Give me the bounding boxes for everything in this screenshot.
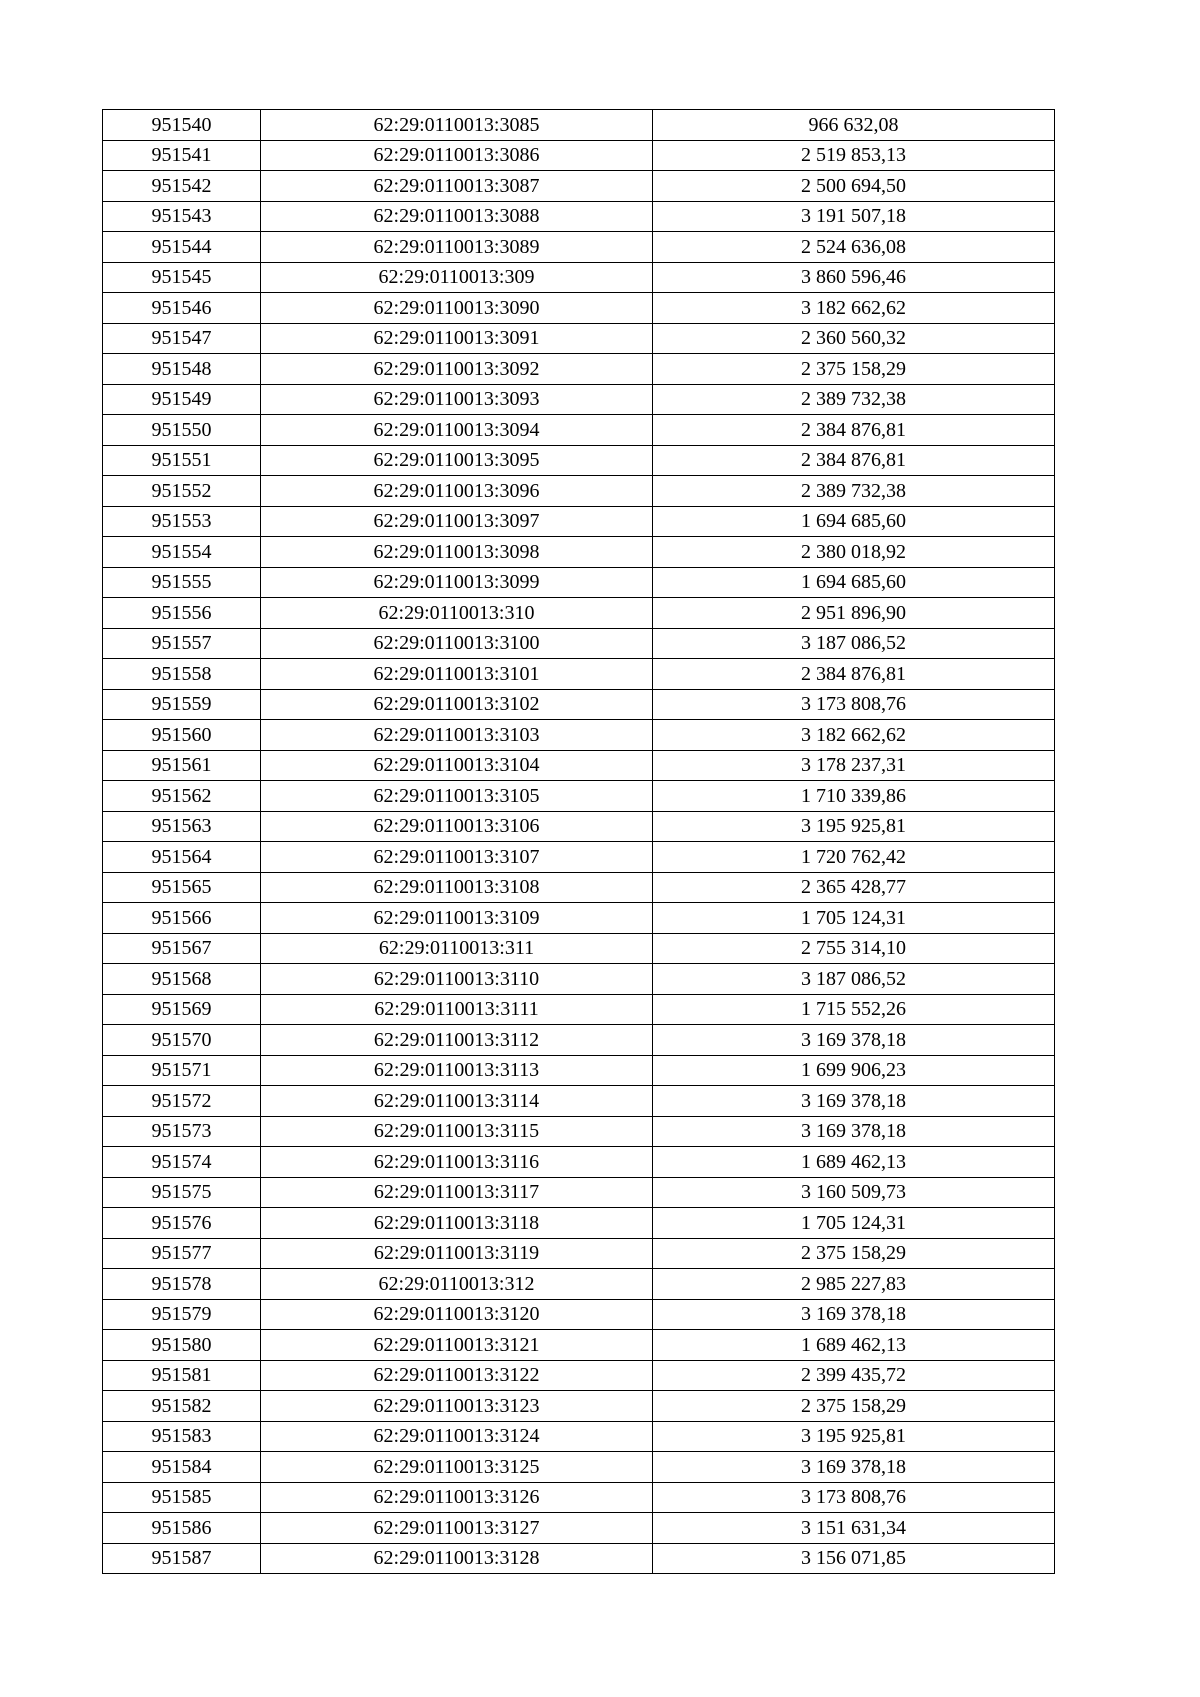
cadastral-number-cell: 62:29:0110013:3095 xyxy=(261,445,653,476)
table-row xyxy=(103,445,1055,476)
row-number-cell: 951584 xyxy=(103,1452,261,1483)
table-row xyxy=(103,1299,1055,1330)
cadastral-value-cell: 2 384 876,81 xyxy=(653,445,1055,476)
cadastral-value-cell: 3 169 378,18 xyxy=(653,1452,1055,1483)
row-number-cell: 951574 xyxy=(103,1147,261,1178)
cadastral-value-cell: 2 375 158,29 xyxy=(653,1391,1055,1422)
row-number-cell: 951572 xyxy=(103,1086,261,1117)
table-row xyxy=(103,476,1055,507)
cadastral-value-cell: 3 195 925,81 xyxy=(653,811,1055,842)
table-row xyxy=(103,1330,1055,1361)
row-number-cell: 951553 xyxy=(103,506,261,537)
row-number-cell: 951544 xyxy=(103,232,261,263)
cadastral-number-cell: 62:29:0110013:3094 xyxy=(261,415,653,446)
table-row xyxy=(103,1147,1055,1178)
table-row xyxy=(103,598,1055,629)
row-number-cell: 951585 xyxy=(103,1482,261,1513)
cadastral-value-cell: 1 705 124,31 xyxy=(653,903,1055,934)
cadastral-number-cell: 62:29:0110013:3109 xyxy=(261,903,653,934)
cadastral-number-cell: 62:29:0110013:3101 xyxy=(261,659,653,690)
row-number-cell: 951558 xyxy=(103,659,261,690)
row-number-cell: 951573 xyxy=(103,1116,261,1147)
cadastral-number-cell: 62:29:0110013:3111 xyxy=(261,994,653,1025)
row-number-cell: 951566 xyxy=(103,903,261,934)
row-number-cell: 951546 xyxy=(103,293,261,324)
cadastral-number-cell: 62:29:0110013:3102 xyxy=(261,689,653,720)
table-row xyxy=(103,567,1055,598)
table-row xyxy=(103,842,1055,873)
cadastral-number-cell: 62:29:0110013:3112 xyxy=(261,1025,653,1056)
row-number-cell: 951571 xyxy=(103,1055,261,1086)
cadastral-number-cell: 62:29:0110013:3090 xyxy=(261,293,653,324)
row-number-cell: 951557 xyxy=(103,628,261,659)
cadastral-value-cell: 1 705 124,31 xyxy=(653,1208,1055,1239)
cadastral-value-cell: 2 380 018,92 xyxy=(653,537,1055,568)
row-number-cell: 951561 xyxy=(103,750,261,781)
cadastral-value-cell: 3 182 662,62 xyxy=(653,293,1055,324)
table-row xyxy=(103,171,1055,202)
cadastral-number-cell: 62:29:0110013:3110 xyxy=(261,964,653,995)
cadastral-number-cell: 62:29:0110013:309 xyxy=(261,262,653,293)
row-number-cell: 951551 xyxy=(103,445,261,476)
row-number-cell: 951548 xyxy=(103,354,261,385)
cadastral-value-cell: 3 169 378,18 xyxy=(653,1086,1055,1117)
cadastral-value-cell: 1 699 906,23 xyxy=(653,1055,1055,1086)
cadastral-number-cell: 62:29:0110013:3091 xyxy=(261,323,653,354)
row-number-cell: 951578 xyxy=(103,1269,261,1300)
cadastral-value-cell: 3 173 808,76 xyxy=(653,689,1055,720)
table-row xyxy=(103,994,1055,1025)
row-number-cell: 951555 xyxy=(103,567,261,598)
cadastral-number-cell: 62:29:0110013:3104 xyxy=(261,750,653,781)
cadastral-number-cell: 62:29:0110013:312 xyxy=(261,1269,653,1300)
cadastral-number-cell: 62:29:0110013:3126 xyxy=(261,1482,653,1513)
cadastral-value-cell: 2 985 227,83 xyxy=(653,1269,1055,1300)
cadastral-number-cell: 62:29:0110013:3089 xyxy=(261,232,653,263)
row-number-cell: 951579 xyxy=(103,1299,261,1330)
table-body xyxy=(103,110,1055,1574)
cadastral-value-cell: 3 191 507,18 xyxy=(653,201,1055,232)
table-row xyxy=(103,872,1055,903)
cadastral-number-cell: 62:29:0110013:3093 xyxy=(261,384,653,415)
cadastral-number-cell: 62:29:0110013:3128 xyxy=(261,1543,653,1574)
cadastral-value-cell: 3 182 662,62 xyxy=(653,720,1055,751)
row-number-cell: 951583 xyxy=(103,1421,261,1452)
row-number-cell: 951550 xyxy=(103,415,261,446)
cadastral-number-cell: 62:29:0110013:3120 xyxy=(261,1299,653,1330)
row-number-cell: 951575 xyxy=(103,1177,261,1208)
table-row xyxy=(103,110,1055,141)
cadastral-number-cell: 62:29:0110013:3114 xyxy=(261,1086,653,1117)
row-number-cell: 951563 xyxy=(103,811,261,842)
table-row xyxy=(103,506,1055,537)
cadastral-value-cell: 3 151 631,34 xyxy=(653,1513,1055,1544)
cadastral-value-cell: 3 169 378,18 xyxy=(653,1025,1055,1056)
cadastral-value-table xyxy=(102,109,1055,1574)
cadastral-number-cell: 62:29:0110013:3119 xyxy=(261,1238,653,1269)
cadastral-number-cell: 62:29:0110013:3118 xyxy=(261,1208,653,1239)
cadastral-number-cell: 62:29:0110013:3125 xyxy=(261,1452,653,1483)
cadastral-value-cell: 3 169 378,18 xyxy=(653,1116,1055,1147)
table-row xyxy=(103,415,1055,446)
cadastral-value-cell: 3 156 071,85 xyxy=(653,1543,1055,1574)
cadastral-number-cell: 62:29:0110013:3085 xyxy=(261,110,653,141)
cadastral-value-cell: 3 195 925,81 xyxy=(653,1421,1055,1452)
table-row xyxy=(103,1238,1055,1269)
table-row xyxy=(103,781,1055,812)
table-row xyxy=(103,628,1055,659)
table-row xyxy=(103,1391,1055,1422)
row-number-cell: 951560 xyxy=(103,720,261,751)
row-number-cell: 951562 xyxy=(103,781,261,812)
cadastral-value-cell: 3 173 808,76 xyxy=(653,1482,1055,1513)
cadastral-number-cell: 62:29:0110013:3115 xyxy=(261,1116,653,1147)
row-number-cell: 951556 xyxy=(103,598,261,629)
cadastral-number-cell: 62:29:0110013:3124 xyxy=(261,1421,653,1452)
cadastral-number-cell: 62:29:0110013:3087 xyxy=(261,171,653,202)
cadastral-value-cell: 3 187 086,52 xyxy=(653,628,1055,659)
cadastral-value-cell: 2 519 853,13 xyxy=(653,140,1055,171)
cadastral-number-cell: 62:29:0110013:3100 xyxy=(261,628,653,659)
table-row xyxy=(103,323,1055,354)
row-number-cell: 951567 xyxy=(103,933,261,964)
cadastral-value-cell: 3 160 509,73 xyxy=(653,1177,1055,1208)
table-row xyxy=(103,1269,1055,1300)
table-row xyxy=(103,750,1055,781)
row-number-cell: 951569 xyxy=(103,994,261,1025)
cadastral-value-cell: 2 365 428,77 xyxy=(653,872,1055,903)
row-number-cell: 951545 xyxy=(103,262,261,293)
cadastral-value-cell: 1 715 552,26 xyxy=(653,994,1055,1025)
cadastral-number-cell: 62:29:0110013:3096 xyxy=(261,476,653,507)
cadastral-value-cell: 3 178 237,31 xyxy=(653,750,1055,781)
cadastral-number-cell: 62:29:0110013:3105 xyxy=(261,781,653,812)
cadastral-number-cell: 62:29:0110013:310 xyxy=(261,598,653,629)
row-number-cell: 951576 xyxy=(103,1208,261,1239)
table-row xyxy=(103,354,1055,385)
cadastral-number-cell: 62:29:0110013:3099 xyxy=(261,567,653,598)
cadastral-number-cell: 62:29:0110013:3127 xyxy=(261,1513,653,1544)
cadastral-number-cell: 62:29:0110013:3097 xyxy=(261,506,653,537)
cadastral-value-cell: 1 689 462,13 xyxy=(653,1330,1055,1361)
cadastral-number-cell: 62:29:0110013:3103 xyxy=(261,720,653,751)
table-row xyxy=(103,1543,1055,1574)
table-row xyxy=(103,262,1055,293)
row-number-cell: 951559 xyxy=(103,689,261,720)
row-number-cell: 951587 xyxy=(103,1543,261,1574)
row-number-cell: 951565 xyxy=(103,872,261,903)
cadastral-value-cell: 3 187 086,52 xyxy=(653,964,1055,995)
cadastral-value-cell: 2 389 732,38 xyxy=(653,476,1055,507)
cadastral-value-cell: 1 710 339,86 xyxy=(653,781,1055,812)
row-number-cell: 951568 xyxy=(103,964,261,995)
cadastral-value-cell: 1 720 762,42 xyxy=(653,842,1055,873)
cadastral-value-cell: 2 755 314,10 xyxy=(653,933,1055,964)
cadastral-value-cell: 1 689 462,13 xyxy=(653,1147,1055,1178)
row-number-cell: 951580 xyxy=(103,1330,261,1361)
table-row xyxy=(103,659,1055,690)
cadastral-value-cell: 2 360 560,32 xyxy=(653,323,1055,354)
cadastral-value-cell: 1 694 685,60 xyxy=(653,506,1055,537)
table-row xyxy=(103,933,1055,964)
table-row xyxy=(103,811,1055,842)
cadastral-value-cell: 2 384 876,81 xyxy=(653,415,1055,446)
table-row xyxy=(103,232,1055,263)
row-number-cell: 951552 xyxy=(103,476,261,507)
row-number-cell: 951549 xyxy=(103,384,261,415)
table-row xyxy=(103,1025,1055,1056)
cadastral-number-cell: 62:29:0110013:3122 xyxy=(261,1360,653,1391)
table-row xyxy=(103,1482,1055,1513)
table-row xyxy=(103,964,1055,995)
row-number-cell: 951577 xyxy=(103,1238,261,1269)
table-row xyxy=(103,720,1055,751)
cadastral-number-cell: 62:29:0110013:3121 xyxy=(261,1330,653,1361)
table-row xyxy=(103,537,1055,568)
cadastral-value-cell: 2 951 896,90 xyxy=(653,598,1055,629)
cadastral-number-cell: 62:29:0110013:3117 xyxy=(261,1177,653,1208)
cadastral-value-cell: 3 169 378,18 xyxy=(653,1299,1055,1330)
cadastral-number-cell: 62:29:0110013:3116 xyxy=(261,1147,653,1178)
row-number-cell: 951541 xyxy=(103,140,261,171)
table-row xyxy=(103,1360,1055,1391)
table-row xyxy=(103,903,1055,934)
cadastral-value-cell: 2 375 158,29 xyxy=(653,1238,1055,1269)
table-row xyxy=(103,1086,1055,1117)
table-row xyxy=(103,1513,1055,1544)
table-row xyxy=(103,1421,1055,1452)
cadastral-value-cell: 966 632,08 xyxy=(653,110,1055,141)
cadastral-value-cell: 1 694 685,60 xyxy=(653,567,1055,598)
cadastral-number-cell: 62:29:0110013:3113 xyxy=(261,1055,653,1086)
cadastral-value-cell: 2 399 435,72 xyxy=(653,1360,1055,1391)
cadastral-number-cell: 62:29:0110013:3098 xyxy=(261,537,653,568)
cadastral-number-cell: 62:29:0110013:3123 xyxy=(261,1391,653,1422)
row-number-cell: 951542 xyxy=(103,171,261,202)
table-row xyxy=(103,1177,1055,1208)
cadastral-number-cell: 62:29:0110013:3086 xyxy=(261,140,653,171)
cadastral-number-cell: 62:29:0110013:3106 xyxy=(261,811,653,842)
cadastral-value-cell: 2 500 694,50 xyxy=(653,171,1055,202)
row-number-cell: 951540 xyxy=(103,110,261,141)
cadastral-value-cell: 3 860 596,46 xyxy=(653,262,1055,293)
cadastral-number-cell: 62:29:0110013:3092 xyxy=(261,354,653,385)
row-number-cell: 951581 xyxy=(103,1360,261,1391)
row-number-cell: 951586 xyxy=(103,1513,261,1544)
table-row xyxy=(103,689,1055,720)
cadastral-number-cell: 62:29:0110013:3107 xyxy=(261,842,653,873)
table-row xyxy=(103,1208,1055,1239)
table-row xyxy=(103,1055,1055,1086)
row-number-cell: 951554 xyxy=(103,537,261,568)
cadastral-number-cell: 62:29:0110013:3108 xyxy=(261,872,653,903)
table-row xyxy=(103,384,1055,415)
cadastral-number-cell: 62:29:0110013:311 xyxy=(261,933,653,964)
cadastral-value-cell: 2 524 636,08 xyxy=(653,232,1055,263)
table-row xyxy=(103,1116,1055,1147)
row-number-cell: 951570 xyxy=(103,1025,261,1056)
table-row xyxy=(103,293,1055,324)
row-number-cell: 951547 xyxy=(103,323,261,354)
cadastral-value-cell: 2 384 876,81 xyxy=(653,659,1055,690)
row-number-cell: 951582 xyxy=(103,1391,261,1422)
cadastral-number-cell: 62:29:0110013:3088 xyxy=(261,201,653,232)
cadastral-value-cell: 2 389 732,38 xyxy=(653,384,1055,415)
table-row xyxy=(103,140,1055,171)
table-row xyxy=(103,201,1055,232)
cadastral-value-cell: 2 375 158,29 xyxy=(653,354,1055,385)
row-number-cell: 951543 xyxy=(103,201,261,232)
table-row xyxy=(103,1452,1055,1483)
row-number-cell: 951564 xyxy=(103,842,261,873)
